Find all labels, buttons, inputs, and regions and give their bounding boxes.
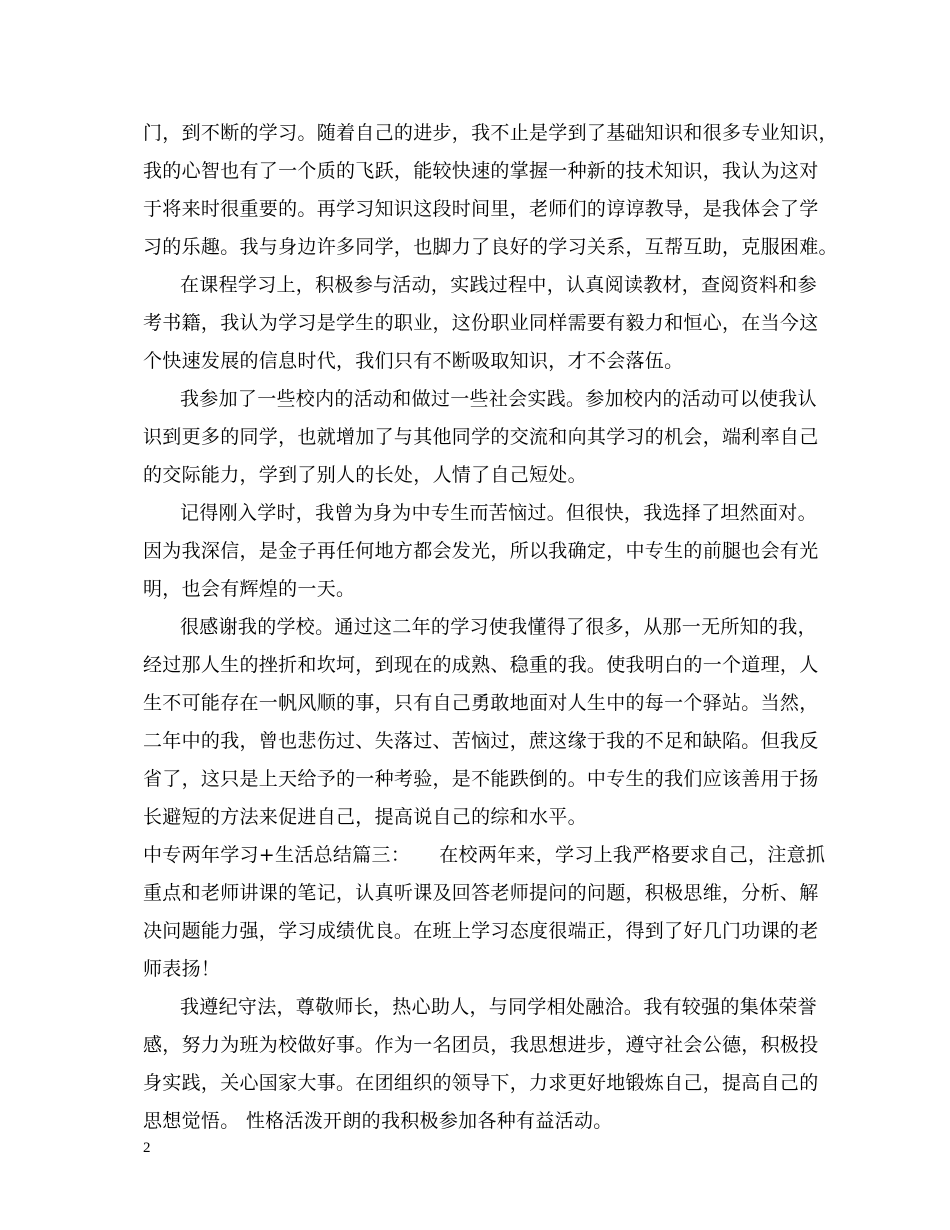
text-line: 于将来时很重要的。再学习知识这段时间里，老师们的谆谆教导，是我体会了学: [143, 198, 819, 220]
text-line: 二年中的我，曾也悲伤过、失落过、苦恼过，蔗这缘于我的不足和缺陷。但我反: [143, 730, 819, 752]
text-line: 门，到不断的学习。随着自己的进步，我不止是学到了基础知识和很多专业知识，: [143, 122, 838, 144]
paragraph-first-line: 我遵纪守法，尊敬师长，热心助人，与同学相处融洽。我有较强的集体荣誉: [180, 996, 817, 1018]
paragraph-first-line: 很感谢我的学校。通过这二年的学习使我懂得了很多，从那一无所知的我，: [180, 616, 817, 638]
text-line: 我的心智也有了一个质的飞跃，能较快速的掌握一种新的技术知识，我认为这对: [143, 160, 819, 182]
paragraph-first-line: 记得刚入学时，我曾为身为中专生而苦恼过。但很快，我选择了坦然面对。: [180, 502, 817, 524]
text-line: 明，也会有辉煌的一天。: [143, 578, 356, 600]
text-line: 因为我深信，是金子再任何地方都会发光，所以我确定，中专生的前腿也会有光: [143, 540, 819, 562]
text-line: 识到更多的同学，也就增加了与其他同学的交流和向其学习的机会，端利率自己: [143, 426, 819, 448]
text-line: 考书籍，我认为学习是学生的职业，这份职业同样需要有毅力和恒心，在当今这: [143, 312, 819, 334]
paragraph-first-line: 我参加了一些校内的活动和做过一些社会实践。参加校内的活动可以使我认: [180, 388, 817, 410]
paragraph-first-line: 在课程学习上，积极参与活动，实践过程中，认真阅读教材，查阅资料和参: [180, 274, 817, 296]
text-line: 感，努力为班为校做好事。作为一名团员，我思想进步，遵守社会公德，积极投: [143, 1034, 819, 1056]
text-line: 生不可能存在一帆风顺的事，只有自己勇敢地面对人生中的每一个驿站。当然，: [143, 692, 819, 714]
text-line: 身实践，关心国家大事。在团组织的领导下，力求更好地锻炼自己，提高自己的: [143, 1072, 819, 1094]
page-number: 2: [143, 1140, 151, 1156]
text-line: 省了，这只是上天给予的一种考验，是不能跌倒的。中专生的我们应该善用于扬: [143, 768, 819, 790]
text-line: 重点和老师讲课的笔记，认真听课及回答老师提问的问题，积极思维，分析、解: [143, 882, 819, 904]
text-line: 长避短的方法来促进自己，提高说自己的综和水平。: [143, 806, 587, 828]
text-line: 个快速发展的信息时代，我们只有不断吸取知识，才不会落伍。: [143, 350, 684, 372]
text-line: 的交际能力，学到了别人的长处，人情了自己短处。: [143, 464, 587, 486]
text-line: 经过那人生的挫折和坎坷，到现在的成熟、稳重的我。使我明白的一个道理，人: [143, 654, 819, 676]
text-line: 决问题能力强，学习成绩优良。在班上学习态度很端正，得到了好几门功课的老: [143, 920, 819, 942]
text-line: 习的乐趣。我与身边许多同学，也脚力了良好的学习关系，互帮互助，克服困难。: [143, 236, 838, 258]
text-line: 师表扬！: [143, 958, 221, 980]
section-heading-line: 中专两年学习+生活总结篇三： 在校两年来，学习上我严格要求自己，注意抓: [143, 844, 826, 866]
text-line: 思想觉悟。 性格活泼开朗的我积极参加各种有益活动。: [143, 1110, 613, 1132]
